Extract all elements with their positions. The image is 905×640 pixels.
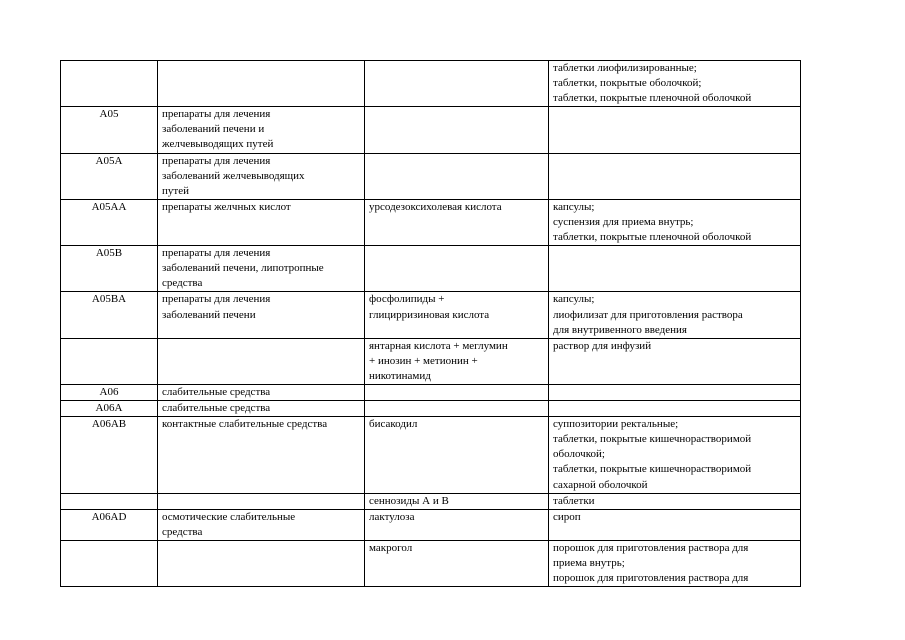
group-cell (158, 509, 365, 540)
group-line: препараты для лечения (162, 293, 271, 306)
group-cell (158, 493, 365, 509)
dosage-form-cell (549, 199, 801, 245)
dosage-form-cell (549, 509, 801, 540)
substance-cell (365, 417, 549, 493)
table-row (61, 246, 801, 292)
atc-code-cell (61, 246, 158, 292)
table-row (61, 401, 801, 417)
dosage-form-line: капсулы; (553, 200, 595, 213)
group-line: путей (162, 184, 189, 197)
substance-line: янтарная кислота + меглумин (369, 339, 508, 352)
substance-cell (365, 61, 549, 107)
dosage-form-line: сироп (553, 510, 581, 523)
dosage-form-cell (549, 153, 801, 199)
atc-code: A05A (95, 154, 123, 167)
dosage-form-line: таблетки, покрытые оболочкой; (553, 77, 702, 90)
substance-line: сеннозиды А и В (369, 494, 449, 507)
atc-code-cell (61, 509, 158, 540)
atc-code-cell (61, 401, 158, 417)
atc-code: A05B (95, 247, 123, 260)
dosage-form-line: раствор для инфузий (553, 339, 652, 352)
group-line: слабительные средства (162, 402, 271, 415)
substance-cell (365, 493, 549, 509)
substance-cell (365, 338, 549, 384)
dosage-form-cell (549, 401, 801, 417)
table-row (61, 493, 801, 509)
table-row (61, 153, 801, 199)
group-line: средства (162, 525, 203, 538)
dosage-form-line: приема внутрь; (553, 557, 625, 569)
group-line: препараты для лечения (162, 247, 271, 260)
group-line: слабительные средства (162, 385, 271, 398)
substance-line: лактулоза (369, 510, 415, 523)
dosage-form-line: для внутривенного введения (553, 323, 687, 336)
atc-code: A05 (99, 108, 119, 121)
dosage-form-cell (549, 292, 801, 338)
group-cell (158, 540, 365, 586)
group-cell (158, 199, 365, 245)
group-line: контактные слабительные средства (162, 418, 328, 431)
atc-code-cell (61, 540, 158, 586)
substance-line: никотинамид (369, 369, 431, 382)
atc-code-cell (61, 153, 158, 199)
table-row (61, 540, 801, 586)
dosage-form-cell (549, 107, 801, 153)
dosage-form-line: порошок для приготовления раствора для (553, 572, 749, 585)
group-cell (158, 384, 365, 400)
atc-code-cell (61, 338, 158, 384)
table-row (61, 199, 801, 245)
group-line: заболеваний печени, липотропные (162, 262, 324, 275)
group-cell (158, 153, 365, 199)
group-line: заболеваний печени (162, 308, 256, 321)
table-row (61, 417, 801, 493)
medication-table-body (61, 61, 801, 587)
atc-code-cell (61, 292, 158, 338)
group-line: препараты для лечения (162, 154, 271, 167)
substance-cell (365, 199, 549, 245)
dosage-form-cell (549, 417, 801, 493)
group-line: заболеваний желчевыводящих (162, 169, 305, 182)
dosage-form-line: суспензия для приема внутрь; (553, 215, 694, 228)
dosage-form-cell (549, 384, 801, 400)
table-row (61, 509, 801, 540)
group-cell (158, 61, 365, 107)
dosage-form-cell (549, 246, 801, 292)
group-cell (158, 246, 365, 292)
group-cell (158, 292, 365, 338)
group-line: желчевыводящих путей (162, 138, 274, 151)
substance-line: фосфолипиды + (369, 293, 445, 306)
group-line: средства (162, 277, 203, 290)
group-line: осмотические слабительные (162, 510, 296, 523)
dosage-form-line: лиофилизат для приготовления раствора (553, 308, 743, 321)
substance-cell (365, 540, 549, 586)
group-line: заболеваний печени и (162, 123, 265, 136)
dosage-form-line: таблетки, покрытые кишечнорастворимой (553, 463, 752, 476)
group-cell (158, 417, 365, 493)
substance-line: урсодезоксихолевая кислота (369, 200, 502, 213)
atc-code-cell (61, 417, 158, 493)
dosage-form-line: таблетки, покрытые пленочной оболочкой (553, 231, 752, 244)
group-line: препараты для лечения (162, 108, 271, 121)
substance-cell (365, 246, 549, 292)
substance-cell (365, 153, 549, 199)
dosage-form-line: таблетки, покрытые пленочной оболочкой (553, 92, 752, 105)
atc-code: A06A (95, 402, 123, 415)
dosage-form-line: порошок для приготовления раствора для (553, 541, 749, 554)
atc-code-cell (61, 384, 158, 400)
substance-line: макрогол (369, 541, 413, 554)
atc-code: A06AB (91, 418, 127, 431)
substance-line: бисакодил (369, 418, 418, 431)
table-row (61, 338, 801, 384)
dosage-form-cell (549, 540, 801, 586)
dosage-form-line: сахарной оболочкой (553, 478, 648, 491)
group-cell (158, 338, 365, 384)
dosage-form-line: таблетки лиофилизированные; (553, 62, 697, 74)
table-row (61, 384, 801, 400)
medication-table (60, 60, 801, 587)
substance-cell (365, 509, 549, 540)
substance-cell (365, 401, 549, 417)
substance-cell (365, 292, 549, 338)
atc-code: A05BA (91, 293, 127, 306)
atc-code: A06AD (91, 510, 127, 523)
atc-code-cell (61, 61, 158, 107)
substance-line: + инозин + метионин + (369, 354, 478, 367)
dosage-form-line: таблетки (553, 494, 595, 507)
atc-code-cell (61, 199, 158, 245)
substance-cell (365, 384, 549, 400)
dosage-form-cell (549, 338, 801, 384)
group-cell (158, 401, 365, 417)
atc-code-cell (61, 493, 158, 509)
dosage-form-line: таблетки, покрытые кишечнорастворимой (553, 433, 752, 446)
dosage-form-line: капсулы; (553, 293, 595, 306)
table-row (61, 292, 801, 338)
atc-code-cell (61, 107, 158, 153)
atc-code: A06 (99, 385, 119, 398)
table-row (61, 61, 801, 107)
atc-code: A05AA (91, 200, 127, 213)
dosage-form-cell (549, 61, 801, 107)
group-cell (158, 107, 365, 153)
dosage-form-line: оболочкой; (553, 448, 605, 461)
dosage-form-cell (549, 493, 801, 509)
substance-line: глицирризиновая кислота (369, 308, 490, 321)
group-line: препараты желчных кислот (162, 200, 291, 213)
dosage-form-line: суппозитории ректальные; (553, 418, 679, 431)
substance-cell (365, 107, 549, 153)
table-row (61, 107, 801, 153)
